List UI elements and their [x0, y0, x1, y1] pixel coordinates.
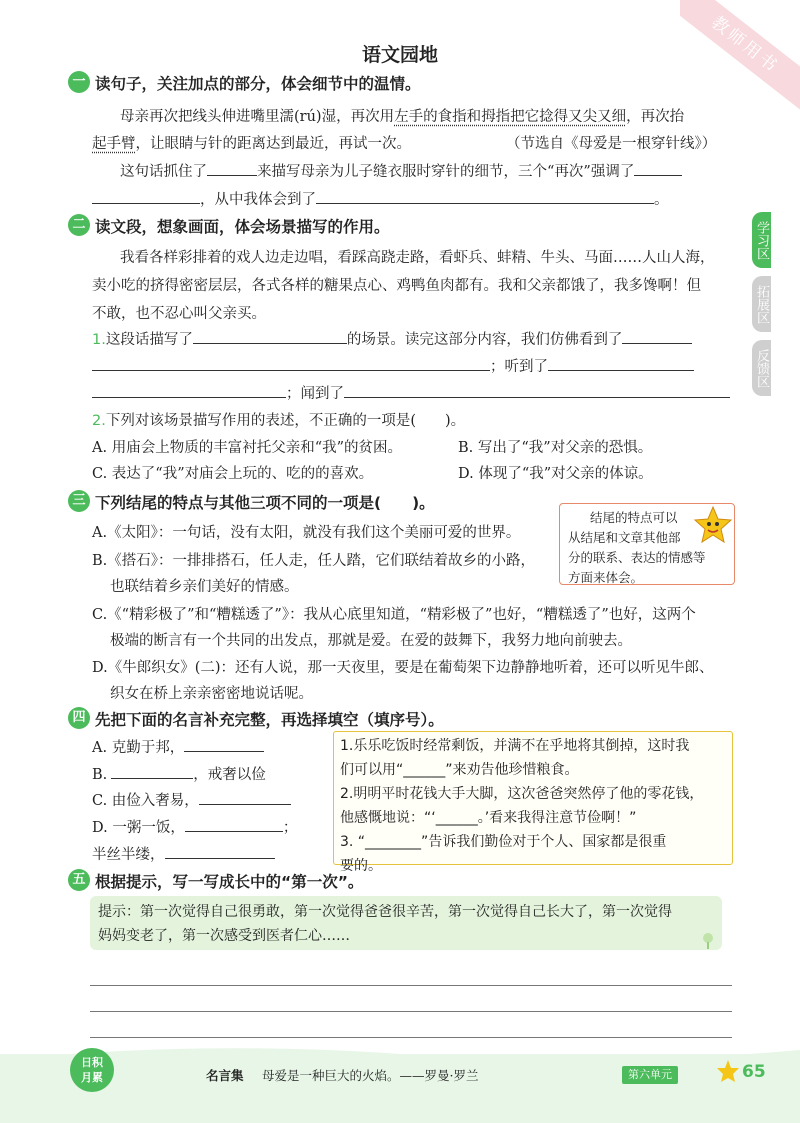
s4-item-d-text: D. 一粥一饭，: [92, 820, 185, 836]
s1-q1a: 这句话抓住了: [120, 164, 207, 180]
ribbon-label: 教师用书: [680, 0, 800, 117]
writing-line-1[interactable]: [90, 985, 732, 986]
s3-option-c-line-1: C.《“精彩极了”和“糟糕透了”》：我从心底里知道，“精彩极了”也好，“糟糕透了”也好，这两个: [92, 607, 696, 623]
s4-blank-b[interactable]: [111, 765, 193, 779]
s1-q2: ，从中我体会到了: [200, 192, 316, 208]
s2-q2-text: 下列对该场景描写作用的表述，不正确的一项是( )。: [105, 413, 466, 429]
s1-passage-source: （节选自《母爱是一根穿针线》）: [506, 136, 717, 152]
s3-tip-line-3: 分的联系、表达的情感等: [568, 550, 706, 565]
s4-item-b-text: ，戒奢以俭: [193, 767, 266, 783]
s3-option-b-line-2: 也联结着乡亲们美好的情感。: [110, 579, 299, 595]
s4-item-b-label: B.: [92, 767, 108, 783]
s2-q1-d: ；闻到了: [286, 386, 344, 402]
side-tabs: [752, 212, 800, 404]
s3-option-d-line-1: D.《牛郎织女》(二)：还有人说，那一天夜里，要是在葡萄架下边静静地听着，还可以听见牛郎、: [92, 660, 714, 676]
s4-item-b: [92, 763, 266, 784]
s1-q1b: 来描写母亲为儿子缝衣服时穿针的细节，三个“再次”强调了: [257, 164, 635, 180]
section-4-heading: 先把下面的名言补充完整，再选择填空（填序号）。: [95, 711, 444, 729]
s2-q1-line-3: [92, 382, 730, 403]
footer-unit-label: 第六单元: [622, 1066, 678, 1084]
s2-option-c: C. 表达了“我”对庙会上玩的、吃的的喜欢。: [92, 466, 374, 482]
s3-tip-line-4: 方面来体会。: [568, 570, 644, 585]
s1-passage-1a: 母亲再次把线头伸进嘴里濡(rú)湿，再次用: [120, 109, 395, 125]
s2-option-d: D. 体现了“我”对父亲的体谅。: [458, 466, 653, 482]
s2-q1-b: 的场景。读完这部分内容，我们仿佛看到了: [346, 332, 623, 348]
s1-question-line-1: [120, 160, 682, 181]
s4-item-c: [92, 789, 291, 810]
s3-tip-line-2: 从结尾和文章其他部: [568, 530, 681, 545]
section-3-badge: 三: [68, 490, 90, 512]
s1-blank-1[interactable]: [207, 162, 257, 176]
s4-item-d-end: ；: [282, 820, 298, 836]
flower-icon: [700, 932, 716, 950]
s2-q2-number: 2.: [92, 413, 106, 429]
section-2-badge: 二: [68, 214, 90, 236]
s4-blank-e[interactable]: [165, 845, 275, 859]
s1-passage-line-1: [120, 105, 684, 126]
s1-q2-end: 。: [654, 192, 669, 208]
s4-blank-d[interactable]: [185, 818, 283, 832]
footer-logo-line-2: 月累: [81, 1071, 103, 1084]
s3-option-d-line-2: 织女在桥上亲亲密密地说话呢。: [110, 686, 313, 702]
s4-item-a: [92, 736, 264, 757]
s1-passage-1c: ，再次抬: [626, 109, 685, 125]
writing-line-2[interactable]: [90, 1011, 732, 1012]
s1-passage-2b: ，让眼睛与针的距离达到最近，再试一次。: [135, 136, 411, 152]
s3-option-a: A.《太阳》：一句话，没有太阳，就没有我们这个美丽可爱的世界。: [92, 525, 521, 541]
s4-blank-c[interactable]: [199, 791, 291, 805]
s4-usage-line-3: 2.明明平时花钱大手大脚，这次爸爸突然停了他的零花钱，: [340, 786, 704, 802]
s4-usage-line-1: 1.乐乐吃饭时经常剩饭，并满不在乎地将其倒掉，这时我: [340, 738, 690, 754]
footer-mascot-icon: [716, 1058, 740, 1088]
s2-blank-4[interactable]: [548, 357, 694, 371]
s2-passage-line-1: 我看各样彩排着的戏人边走边唱，看踩高跷走路，看虾兵、蚌精、牛头、马面……人山人海，: [120, 250, 715, 266]
s4-usage-box: [333, 731, 733, 874]
writing-line-3[interactable]: [90, 1037, 732, 1038]
s5-hint-box: [90, 896, 722, 950]
footer-logo-line-1: 日积: [81, 1056, 103, 1069]
page-number: 65: [742, 1062, 766, 1082]
s2-q1-line-1: [92, 328, 692, 349]
s2-q1-line-2: [92, 355, 694, 376]
s2-blank-2[interactable]: [622, 330, 692, 344]
s4-usage-line-2: 们可以用“______”来劝告他珍惜粮食。: [340, 762, 579, 778]
s1-passage-line-2: [92, 132, 411, 153]
section-5-badge: 五: [68, 869, 90, 891]
s2-blank-6[interactable]: [344, 384, 730, 398]
s4-item-a-text: A. 克勤于邦，: [92, 740, 185, 756]
s2-passage-line-2: 卖小吃的挤得密密层层，各式各样的糖果点心、鸡鸭鱼肉都有。我和父亲都饿了，我多馋啊！但: [92, 278, 701, 294]
s2-blank-3[interactable]: [92, 357, 490, 371]
s3-option-c-line-2: 极端的断言有一个共同的出发点，那就是爱。在爱的鼓舞下，我努力地向前驶去。: [110, 633, 632, 649]
s4-usage-line-6: 要的。: [340, 858, 382, 874]
s4-item-c-text: C. 由俭入奢易，: [92, 793, 199, 809]
page-title: 语文园地: [361, 44, 438, 66]
s2-q2: [92, 409, 465, 430]
section-1-heading: 读句子，关注加点的部分，体会细节中的温情。: [95, 75, 421, 93]
s5-hint-line-1: 提示：第一次觉得自己很勇敢，第一次觉得爸爸很辛苦，第一次觉得自己长大了，第一次觉得: [98, 904, 672, 920]
s3-tip-line-1: 结尾的特点可以: [590, 510, 678, 525]
footer-quote-label: 名言集: [206, 1068, 244, 1083]
s4-item-d: [92, 816, 297, 837]
s2-blank-1[interactable]: [193, 330, 347, 344]
footer-logo: [70, 1048, 114, 1092]
section-1-badge: 一: [68, 71, 90, 93]
s1-blank-2[interactable]: [634, 162, 682, 176]
star-mascot-icon: [693, 505, 733, 545]
s2-passage-line-3: 不敢，也不忍心叫父亲买。: [92, 306, 266, 322]
s1-passage-2a: 起手臂: [92, 136, 136, 152]
tab-study-area[interactable]: 学习区: [752, 212, 771, 268]
section-3-heading: 下列结尾的特点与其他三项不同的一项是( )。: [95, 494, 435, 512]
s2-q1-c: ；听到了: [490, 359, 548, 375]
s4-usage-line-4: 他感慨地说：“‘______。’看来我得注意节俭啊！”: [340, 810, 637, 826]
s2-q1-number: 1.: [92, 332, 106, 348]
s1-passage-1b: 左手的食指和拇指把它捻得又尖又细: [394, 109, 627, 125]
s1-blank-4[interactable]: [316, 190, 654, 204]
s3-option-b-line-1: B.《搭石》：一排排搭石，任人走，任人踏，它们联结着故乡的小路，: [92, 553, 536, 569]
footer: [0, 1054, 800, 1123]
s4-blank-a[interactable]: [184, 738, 264, 752]
s2-option-b: B. 写出了“我”对父亲的恐惧。: [458, 440, 653, 456]
s4-usage-line-5: 3. “________”告诉我们勤俭对于个人、国家都是很重: [340, 834, 667, 850]
s1-question-line-2: [92, 188, 669, 209]
s1-blank-3[interactable]: [92, 190, 200, 204]
tab-extension-area[interactable]: 拓展区: [752, 276, 771, 332]
s2-option-a: A. 用庙会上物质的丰富衬托父亲和“我”的贫困。: [92, 440, 403, 456]
tab-feedback-area[interactable]: 反馈区: [752, 340, 771, 396]
section-5-heading: 根据提示，写一写成长中的“第一次”。: [95, 873, 364, 891]
section-2-heading: 读文段，想象画面，体会场景描写的作用。: [95, 218, 390, 236]
s5-hint-line-2: 妈妈变老了，第一次感受到医者仁心……: [98, 928, 350, 944]
s2-q1-a: 这段话描写了: [105, 332, 193, 348]
s4-item-e-text: 半丝半缕，: [92, 847, 165, 863]
section-4-badge: 四: [68, 707, 90, 729]
footer-quote: 母爱是一种巨大的火焰。——罗曼·罗兰: [262, 1068, 479, 1083]
s2-blank-5[interactable]: [92, 384, 286, 398]
s4-item-e: [92, 843, 275, 864]
